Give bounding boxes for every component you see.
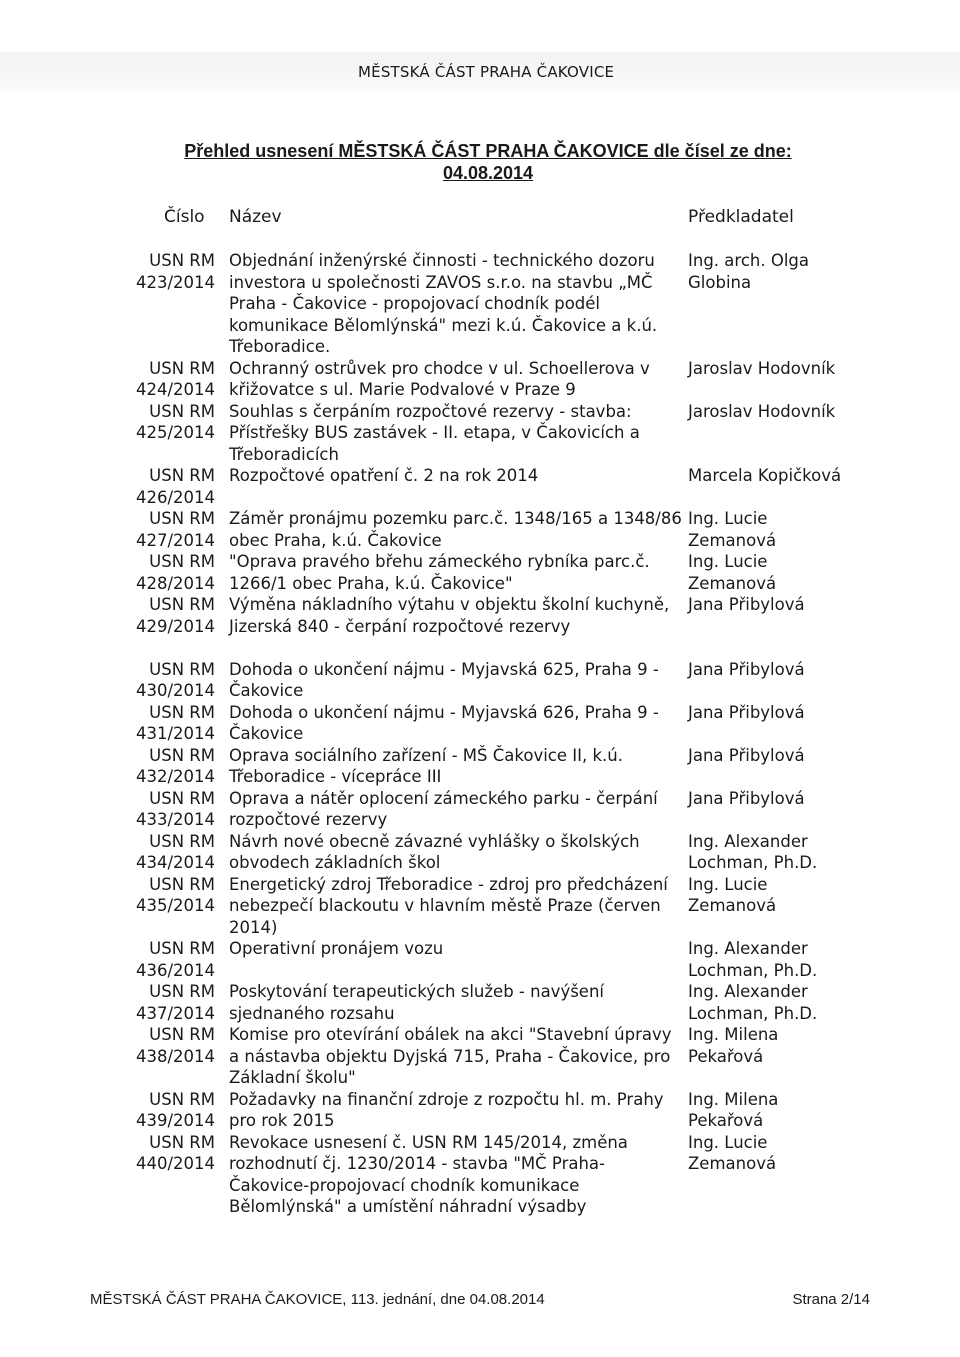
resolution-number (120, 1132, 215, 1175)
resolution-submitter: Jana Přibylová (688, 659, 805, 679)
resolution-title: Objednání inženýrské činnosti - technického dozoru investora u společnosti ZAVOS s.r.o. na stavbu „MČ Praha - Čakovice - propojovací chodník podél komunikace Bělomlýnská" mezi k.ú. Čakovice a k.ú. Třeboradice. (229, 251, 658, 356)
resolution-number (120, 745, 215, 788)
resolution-row (0, 659, 960, 702)
resolution-row (0, 874, 960, 939)
resolution-number (120, 938, 215, 981)
resolution-row (0, 702, 960, 745)
column-header-cislo: Číslo (164, 207, 205, 227)
resolution-row (0, 938, 960, 981)
resolution-row (0, 250, 960, 358)
resolution-row (0, 788, 960, 831)
column-header-nazev: Název (229, 207, 282, 227)
resolution-number (120, 508, 215, 551)
resolution-row (0, 465, 960, 508)
resolution-number-line: 427/2014 (135, 530, 215, 550)
page-header-band (0, 52, 960, 92)
footer-page-number: Strana 2/14 (792, 1291, 870, 1308)
resolution-number-line: USN RM (149, 745, 215, 765)
resolution-submitter: Jana Přibylová (688, 702, 805, 722)
resolution-row (0, 1089, 960, 1132)
resolution-title: Energetický zdroj Třeboradice - zdroj pro předcházení nebezpečí blackoutu v hlavním městě Praze (červen 2014) (229, 874, 668, 937)
resolution-number-line: USN RM (149, 1025, 215, 1044)
resolution-number-line: 432/2014 (135, 767, 215, 786)
resolution-title: Návrh nové obecně závazné vyhlášky o školských obvodech základních škol (229, 831, 640, 872)
resolution-number-line: 428/2014 (135, 573, 215, 593)
resolution-number-line: USN RM (149, 466, 215, 485)
resolution-submitter: Jana Přibylová (688, 595, 805, 614)
resolution-submitter: Ing. Alexander Lochman, Ph.D. (688, 939, 818, 980)
resolution-title: Operativní pronájem vozu (229, 939, 444, 958)
resolution-number (120, 358, 215, 401)
resolution-number (120, 401, 215, 444)
resolution-number-line: 439/2014 (135, 1111, 215, 1130)
resolution-number-line: USN RM (149, 1132, 215, 1152)
resolution-number (120, 702, 215, 745)
resolution-number-line: 430/2014 (135, 681, 215, 700)
footer-left-text: MĚSTSKÁ ČÁST PRAHA ČAKOVICE, 113. jednání, dne 04.08.2014 (90, 1291, 545, 1308)
resolution-title: Dohoda o ukončení nájmu - Myjavská 626, Praha 9 - Čakovice (229, 702, 659, 743)
page-header-text: MĚSTSKÁ ČÁST PRAHA ČAKOVICE (358, 63, 615, 81)
resolution-submitter: Ing. Lucie Zemanová (688, 509, 777, 550)
resolution-number-line: 429/2014 (135, 616, 215, 636)
resolution-title: Výměna nákladního výtahu v objektu školní kuchyně, Jizerská 840 - čerpání rozpočtové rezervy (229, 595, 670, 636)
resolution-number-line: USN RM (149, 831, 215, 851)
resolution-row (0, 1024, 960, 1089)
resolution-number-line: 425/2014 (135, 423, 215, 442)
resolution-title: "Oprava pravého břehu zámeckého rybníka parc.č. 1266/1 obec Praha, k.ú. Čakovice" (229, 552, 650, 593)
resolution-row (0, 1132, 960, 1218)
resolution-number-line: USN RM (149, 552, 215, 571)
resolution-title: Dohoda o ukončení nájmu - Myjavská 625, Praha 9 - Čakovice (229, 659, 659, 700)
resolution-row (0, 831, 960, 874)
resolution-title: Záměr pronájmu pozemku parc.č. 1348/165 a 1348/86 obec Praha, k.ú. Čakovice (229, 509, 682, 550)
resolution-submitter: Ing. Lucie Zemanová (688, 874, 777, 915)
resolution-number-line: 437/2014 (135, 1003, 215, 1023)
resolution-submitter: Ing. Alexander Lochman, Ph.D. (688, 831, 818, 872)
resolution-number (120, 788, 215, 831)
resolution-title: Poskytování terapeutických služeb - navýšení sjednaného rozsahu (229, 982, 604, 1023)
resolution-number-line: 438/2014 (135, 1046, 215, 1066)
resolution-number-line: 434/2014 (135, 853, 215, 872)
resolution-submitter: Jana Přibylová (688, 788, 805, 808)
resolution-submitter: Ing. Milena Pekařová (688, 1025, 779, 1066)
resolution-number (120, 659, 215, 702)
resolution-number-line: USN RM (149, 251, 215, 270)
resolution-submitter: Ing. arch. Olga Globina (688, 251, 809, 292)
resolution-title: Komise pro otevírání obálek na akci "Stavební úpravy a nástavba objektu Dyjská 715, Praha - Čakovice, pro Základní školu" (229, 1025, 672, 1087)
resolution-number-line: 423/2014 (135, 272, 215, 292)
resolution-number-line: USN RM (149, 982, 215, 1001)
resolution-title: Oprava sociálního zařízení - MŠ Čakovice II, k.ú. Třeboradice - vícepráce III (229, 745, 623, 786)
resolution-number-line: USN RM (149, 509, 215, 528)
resolution-number-line: USN RM (149, 788, 215, 808)
resolution-number-line: USN RM (149, 358, 215, 378)
resolution-number-line: USN RM (149, 659, 215, 679)
resolution-number-line: 440/2014 (135, 1154, 215, 1173)
resolution-submitter: Jana Přibylová (688, 745, 805, 765)
resolution-number-line: 435/2014 (135, 896, 215, 915)
resolution-submitter: Marcela Kopičková (688, 466, 842, 485)
resolution-submitter: Ing. Lucie Zemanová (688, 552, 777, 593)
resolution-submitter: Ing. Alexander Lochman, Ph.D. (688, 982, 818, 1023)
resolution-number-line: 436/2014 (135, 960, 215, 980)
resolution-number (120, 1024, 215, 1067)
resolution-number-line: USN RM (149, 702, 215, 722)
resolution-title: Požadavky na finanční zdroje z rozpočtu hl. m. Prahy pro rok 2015 (229, 1089, 664, 1130)
title-line-2: 04.08.2014 (442, 163, 534, 183)
resolution-number (120, 465, 215, 508)
resolution-submitter: Ing. Lucie Zemanová (688, 1132, 777, 1173)
resolution-number (120, 594, 215, 637)
resolution-submitter: Jaroslav Hodovník (688, 401, 836, 421)
resolution-row (0, 358, 960, 401)
resolution-number-line: USN RM (149, 401, 215, 421)
resolution-number-line: 426/2014 (135, 487, 215, 507)
resolution-submitter: Ing. Milena Pekařová (688, 1089, 779, 1130)
resolutions-list (0, 250, 960, 1218)
resolution-number-line: USN RM (149, 874, 215, 894)
resolution-title: Souhlas s čerpáním rozpočtové rezervy - stavba: Přístřešky BUS zastávek - II. etapa, v Čakovicích a Třeboradicích (229, 401, 640, 464)
resolution-number (120, 981, 215, 1024)
resolution-number (120, 874, 215, 917)
resolution-number-line: 431/2014 (135, 724, 215, 743)
resolution-number-line: USN RM (149, 1089, 215, 1109)
resolution-title: Revokace usnesení č. USN RM 145/2014, změna rozhodnutí čj. 1230/2014 - stavba "MČ Praha-Čakovice-propojovací chodník komunikace Bělomlýnská" a umístění náhradní výsadby (229, 1132, 628, 1216)
resolution-title: Ochranný ostrůvek pro chodce v ul. Schoellerova v křižovatce s ul. Marie Podvalové v Praze 9 (229, 358, 650, 399)
resolution-title: Oprava a nátěr oplocení zámeckého parku - čerpání rozpočtové rezervy (229, 788, 658, 829)
resolution-number (120, 1089, 215, 1132)
resolution-row (0, 981, 960, 1024)
resolution-number (120, 250, 215, 293)
title-line-1: Přehled usnesení MĚSTSKÁ ČÁST PRAHA ČAKOVICE dle čísel ze dne: (184, 141, 792, 161)
page-footer (90, 1291, 870, 1308)
resolution-row (0, 594, 960, 659)
resolution-number (120, 551, 215, 594)
resolution-submitter: Jaroslav Hodovník (688, 358, 836, 378)
resolution-number-line: 424/2014 (135, 380, 215, 399)
resolution-number-line: 433/2014 (135, 810, 215, 829)
resolution-number-line: USN RM (149, 595, 215, 614)
resolution-row (0, 401, 960, 466)
resolution-number-line: USN RM (149, 939, 215, 958)
resolution-row (0, 551, 960, 594)
resolution-row (0, 508, 960, 551)
column-header-predkladatel: Předkladatel (688, 207, 794, 227)
resolution-number (120, 831, 215, 874)
resolution-title: Rozpočtové opatření č. 2 na rok 2014 (229, 466, 539, 485)
document-title (143, 140, 833, 184)
resolution-row (0, 745, 960, 788)
